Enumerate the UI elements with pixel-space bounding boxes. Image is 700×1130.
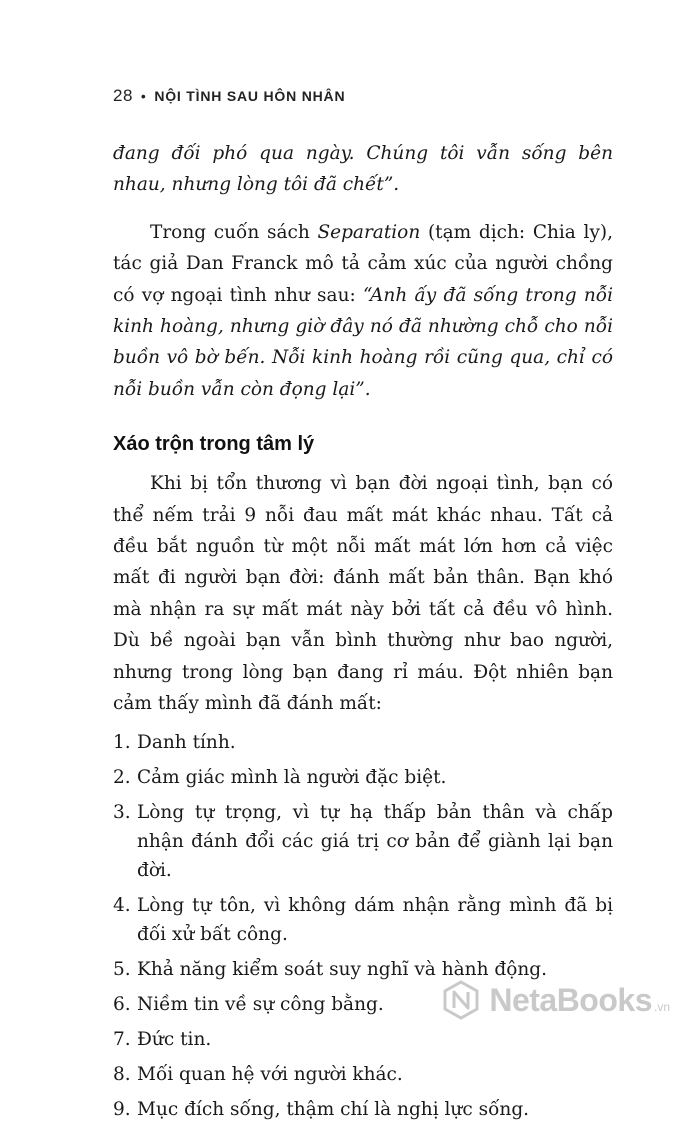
list-item-number: 9. — [113, 1098, 131, 1120]
list-item — [113, 763, 613, 792]
p2-text-middle: (tạm dịch: Chia ly), tác giả Dan Franck mô tả cảm xúc của người chồng có vợ ngoại tình như sau: — [113, 221, 613, 306]
quote-continuation: đang đối phó qua ngày. Chúng tôi vẫn sống bên nhau, nhưng lòng tôi đã chết”. — [113, 143, 613, 196]
p2-text-before: Trong cuốn sách — [150, 221, 318, 243]
section-heading: Xáo trộn trong tâm lý — [113, 433, 315, 456]
list-item-number: 1. — [113, 731, 131, 753]
list-item-text: Lòng tự trọng, vì tự hạ thấp bản thân và chấp nhận đánh đổi các giá trị cơ bản để giành lại bạn đời. — [137, 801, 613, 881]
paragraph-separation — [113, 217, 613, 405]
list-item — [113, 891, 613, 949]
loss-list — [113, 728, 613, 1124]
list-item-number: 3. — [113, 801, 131, 823]
list-item — [113, 1060, 613, 1089]
list-item-text: Khả năng kiểm soát suy nghĩ và hành động. — [137, 958, 547, 980]
watermark-tld: .vn — [653, 1000, 670, 1014]
list-item-text: Mối quan hệ với người khác. — [137, 1063, 403, 1085]
list-item-text: Đức tin. — [137, 1028, 212, 1050]
list-item — [113, 728, 613, 757]
list-item — [113, 1095, 613, 1124]
paragraph-intro: Khi bị tổn thương vì bạn đời ngoại tình, bạn có thể nếm trải 9 nỗi đau mất mát khác nhau. Tất cả đều bắt nguồn từ một nỗi mất mát lớn hơn cả việc mất đi người bạn đời: đánh mất bản thân. Bạn khó mà nhận ra sự mất mát này bởi tất cả đều vô hình. Dù bề ngoài bạn vẫn bình thường như bao người, nhưng trong lòng bạn đang rỉ máu. Đột nhiên bạn cảm thấy mình đã đánh mất: — [113, 473, 613, 715]
book-reference: Separation — [317, 221, 421, 243]
list-item-number: 5. — [113, 958, 131, 980]
watermark-brand: NetaBooks — [489, 981, 652, 1018]
running-head — [113, 86, 345, 106]
list-item — [113, 1025, 613, 1054]
netabooks-logo-icon — [441, 980, 481, 1020]
header-separator: • — [140, 88, 147, 104]
list-item — [113, 798, 613, 885]
book-title: NỘI TÌNH SAU HÔN NHÂN — [154, 88, 346, 104]
list-item-number: 2. — [113, 766, 131, 788]
list-item-number: 8. — [113, 1063, 131, 1085]
list-item-text: Cảm giác mình là người đặc biệt. — [137, 766, 447, 788]
paragraph-continuation — [113, 138, 613, 201]
list-item-number: 6. — [113, 993, 131, 1015]
page-number: 28 — [113, 86, 133, 105]
watermark — [441, 980, 670, 1020]
list-item-text: Lòng tự tôn, vì không dám nhận rằng mình đã bị đối xử bất công. — [137, 894, 613, 945]
list-item-text: Danh tính. — [137, 731, 236, 753]
list-item-number: 7. — [113, 1028, 131, 1050]
list-item-text: Mục đích sống, thậm chí là nghị lực sống. — [137, 1098, 530, 1120]
list-item-number: 4. — [113, 894, 131, 916]
quote-dan-franck: “Anh ấy đã sống trong nỗi kinh hoàng, nhưng giờ đây nó đã nhường chỗ cho nỗi buồn vô bờ bến. Nỗi kinh hoàng rồi cũng qua, chỉ có nỗi buồn vẫn còn đọng lại”. — [113, 284, 613, 400]
list-item-text: Niềm tin về sự công bằng. — [137, 993, 384, 1015]
